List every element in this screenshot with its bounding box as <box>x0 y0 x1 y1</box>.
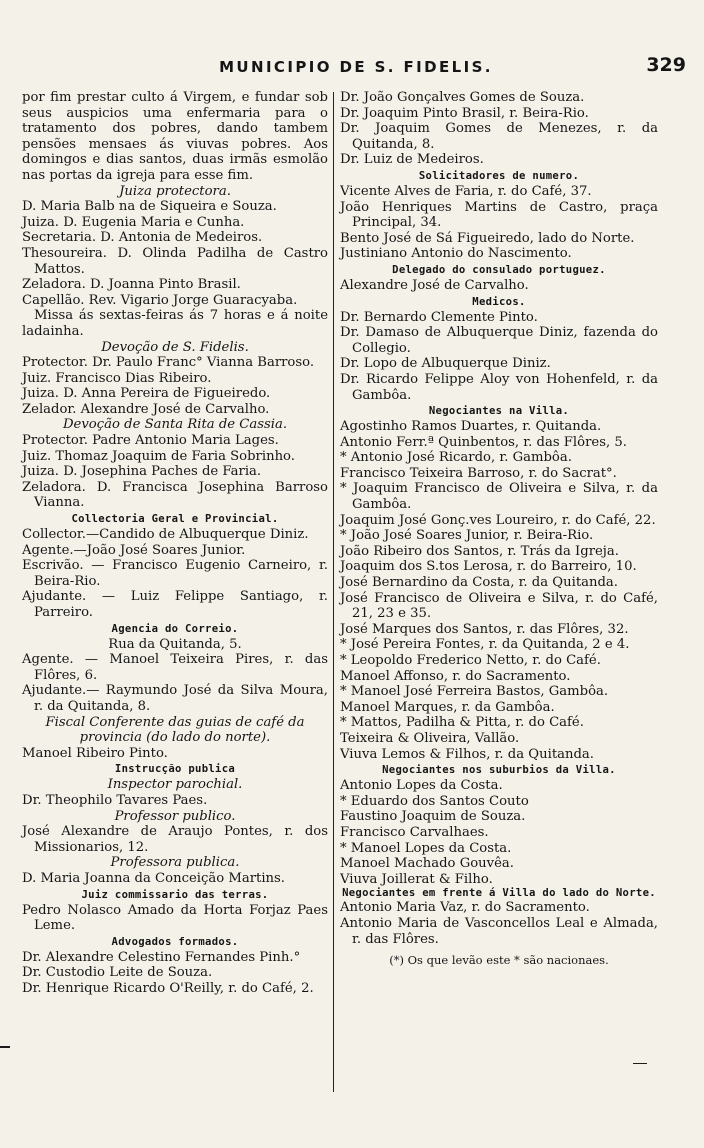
list-item: * Antonio José Ricardo, r. Gambôa. <box>340 450 572 466</box>
list-item: Vicente Alves de Faria, r. do Café, 37. <box>340 183 592 199</box>
correio-address: Rua da Quitanda, 5. <box>108 636 242 652</box>
list-item: Dr. Custodio Leite de Souza. <box>22 965 213 981</box>
section-heading-negociantes-suburbios: Negociantes nos suburbios da Villa. <box>382 764 616 777</box>
list-item: Alexandre José de Carvalho. <box>340 277 529 293</box>
footnote: (*) Os que levão este * são nacionaes. <box>389 953 609 968</box>
section-heading-devocao-rita: Devoção de Santa Rita de Cassia. <box>62 417 288 433</box>
page-header <box>22 54 690 84</box>
list-item: * Joaquim Francisco de Oliveira e Silva, r. da Gambôa. <box>340 481 658 513</box>
list-item: Juiz. Francisco Dias Ribeiro. <box>22 370 212 386</box>
list-item: Dr. Bernardo Clemente Pinto. <box>340 309 538 325</box>
list-item: Pedro Nolasco Amado da Horta Forjaz Paes Leme. <box>22 902 328 934</box>
list-item: * Manoel Lopes da Costa. <box>340 840 512 856</box>
list-item: Agente.—João José Soares Junior. <box>22 542 246 558</box>
list-item: Ajudante. — Luiz Felippe Santiago, r. Parreiro. <box>22 589 328 620</box>
list-item: Viuva Joillerat & Filho. <box>340 871 493 887</box>
list-item: Dr. Joaquim Pinto Brasil, r. Beira-Rio. <box>340 105 589 121</box>
list-item: Escrivão. — Francisco Eugenio Carneiro, r. Beira-Rio. <box>22 558 328 589</box>
list-item: José Bernardino da Costa, r. da Quitanda. <box>340 575 618 591</box>
list-item: Dr. Theophilo Tavares Paes. <box>22 792 208 808</box>
margin-mark <box>0 1046 10 1048</box>
margin-mark <box>633 1063 647 1064</box>
section-heading-correio: Agencia do Correio. <box>111 622 239 635</box>
section-heading-solicitadores: Solicitadores de numero. <box>418 169 580 182</box>
list-item: Antonio Maria de Vasconcellos Leal e Almada, r. das Flôres. <box>340 915 658 947</box>
list-item: * Eduardo dos Santos Couto <box>340 793 529 809</box>
subheading-inspector: Inspector parochial. <box>107 777 243 793</box>
page-number: 329 <box>646 54 686 76</box>
list-item: Juiz. Thomaz Joaquim de Faria Sobrinho. <box>22 448 295 464</box>
list-item: Dr. Joaquim Gomes de Menezes, r. da Quitanda, 8. <box>340 121 658 152</box>
section-heading-protectora: Juiza protectora. <box>119 183 231 199</box>
section-heading-collectoria: Collectoria Geral e Provincial. <box>71 513 279 526</box>
list-item: Joaquim José Gonç.ves Loureiro, r. do Café, 22. <box>340 512 656 528</box>
list-item: João Ribeiro dos Santos, r. Trás da Igreja. <box>340 543 619 559</box>
list-item: José Marques dos Santos, r. das Flôres, 32. <box>340 621 629 637</box>
list-item: José Alexandre de Araujo Pontes, r. dos Missionarios, 12. <box>22 824 328 855</box>
list-item: Justiniano Antonio do Nascimento. <box>340 246 572 262</box>
protectora-zeladora: Zeladora. D. Joanna Pinto Brasil. <box>22 277 241 293</box>
list-item: Francisco Teixeira Barroso, r. do Sacrat°. <box>340 465 617 481</box>
list-item: Antonio Maria Vaz, r. do Sacramento. <box>340 900 590 916</box>
subheading-professor: Professor publico. <box>114 808 236 824</box>
section-heading-consulado: Delegado do consulado portuguez. <box>392 263 606 276</box>
section-heading-devocao-fidelis: Devoção de S. Fidelis. <box>101 339 249 355</box>
protectora-capellao: Capellão. Rev. Vigario Jorge Guaracyaba. <box>22 292 298 308</box>
section-heading-advogados: Advogados formados. <box>111 935 239 948</box>
list-item: José Francisco de Oliveira e Silva, r. do Café, 21, 23 e 35. <box>340 590 658 622</box>
list-item: Manoel Machado Gouvêa. <box>340 856 514 872</box>
list-item: Joaquim dos S.tos Lerosa, r. do Barreiro, 10. <box>340 559 637 575</box>
list-item: * José Pereira Fontes, r. da Quitanda, 2 e 4. <box>340 637 630 653</box>
protectora-secretaria: Secretaria. D. Antonia de Medeiros. <box>22 230 263 246</box>
list-item: Protector. Dr. Paulo Franc° Vianna Barroso. <box>22 355 315 371</box>
list-item: Dr. Ricardo Felippe Aloy von Hohenfeld, r. da Gambôa. <box>340 371 658 403</box>
list-item: Viuva Lemos & Filhos, r. da Quitanda. <box>340 746 594 762</box>
list-item: Dr. Henrique Ricardo O'Reilly, r. do Café, 2. <box>22 980 314 996</box>
list-item: Zelador. Alexandre José de Carvalho. <box>22 401 270 417</box>
list-item: * Manoel José Ferreira Bastos, Gambôa. <box>340 684 609 700</box>
list-item: D. Maria Joanna da Conceição Martins. <box>22 870 286 886</box>
list-item: Dr. Luiz de Medeiros. <box>340 152 484 168</box>
protectora-name: D. Maria Balb na de Siqueira e Souza. <box>22 199 277 215</box>
running-title: MUNICIPIO DE S. FIDELIS. <box>219 58 493 76</box>
list-item: * João José Soares Junior, r. Beira-Rio. <box>340 528 594 544</box>
list-item: * Mattos, Padilha & Pitta, r. do Café. <box>340 715 584 731</box>
list-item: Agostinho Ramos Duartes, r. Quitanda. <box>340 419 602 435</box>
list-item: Dr. Damaso de Albuquerque Diniz, fazenda do Collegio. <box>340 325 658 356</box>
right-column <box>340 90 658 969</box>
list-item: Dr. Lopo de Albuquerque Diniz. <box>340 356 551 372</box>
list-item: Teixeira & Oliveira, Vallão. <box>340 730 520 746</box>
list-item: Protector. Padre Antonio Maria Lages. <box>22 433 279 449</box>
protectora-juiza: Juiza. D. Eugenia Maria e Cunha. <box>22 214 245 230</box>
section-heading-juiz-terras: Juiz commissario das terras. <box>81 888 269 901</box>
section-heading-medicos: Medicos. <box>472 295 526 308</box>
list-item: * Leopoldo Frederico Netto, r. do Café. <box>340 653 601 668</box>
left-column <box>22 90 328 996</box>
list-item: Antonio Lopes da Costa. <box>340 778 503 794</box>
list-item: Dr. Alexandre Celestino Fernandes Pinh.° <box>22 949 301 965</box>
list-item: Agente. — Manoel Teixeira Pires, r. das Flôres, 6. <box>22 652 328 683</box>
list-item: Dr. João Gonçalves Gomes de Souza. <box>340 90 585 105</box>
list-item: João Henriques Martins de Castro, praça Principal, 34. <box>340 199 658 231</box>
list-item: Zeladora. D. Francisca Josephina Barroso Vianna. <box>22 479 328 511</box>
list-item: Fiscal Conferente das guias de café da provincia (do lado do norte). <box>45 714 305 746</box>
list-item: Francisco Carvalhaes. <box>340 824 489 840</box>
column-divider <box>333 92 334 1092</box>
section-heading-negociantes-frente: Negociantes em frente á Villa do lado do Norte. <box>342 887 656 900</box>
list-item: Bento José de Sá Figueiredo, lado do Norte. <box>340 230 635 246</box>
list-item: Ajudante.— Raymundo José da Silva Moura, r. da Quitanda, 8. <box>22 683 328 714</box>
protectora-thesoureira: Thesoureira. D. Olinda Padilha de Castro Mattos. <box>22 245 328 277</box>
protectora-missa: Missa ás sextas-feiras ás 7 horas e á noite ladainha. <box>22 308 328 339</box>
list-item: Manoel Ribeiro Pinto. <box>22 745 168 761</box>
section-heading-instrucao: Instrucção publica <box>114 763 236 776</box>
intro-paragraph: por fim prestar culto á Virgem, e fundar sob seus auspicios uma enfermaria para o tratamento dos pobres, dando tambem pensões mensaes ás viuvas pobres. Aos domingos e dias santos, duas irmãs esmolão nas portas da igreja para esse fim. <box>22 90 328 183</box>
list-item: Faustino Joaquim de Souza. <box>340 809 526 825</box>
list-item: Manoel Affonso, r. do Sacramento. <box>340 668 571 684</box>
list-item: Juiza. D. Josephina Paches de Faria. <box>22 464 262 480</box>
list-item: Manoel Marques, r. da Gambôa. <box>340 699 555 715</box>
list-item: Antonio Ferr.ª Quinbentos, r. das Flôres, 5. <box>340 434 627 450</box>
subheading-professora: Professora publica. <box>110 855 240 871</box>
list-item: Juiza. D. Anna Pereira de Figueiredo. <box>22 386 271 402</box>
list-item: Collector.—Candido de Albuquerque Diniz. <box>22 527 309 543</box>
section-heading-negociantes-villa: Negociantes na Villa. <box>428 405 570 418</box>
